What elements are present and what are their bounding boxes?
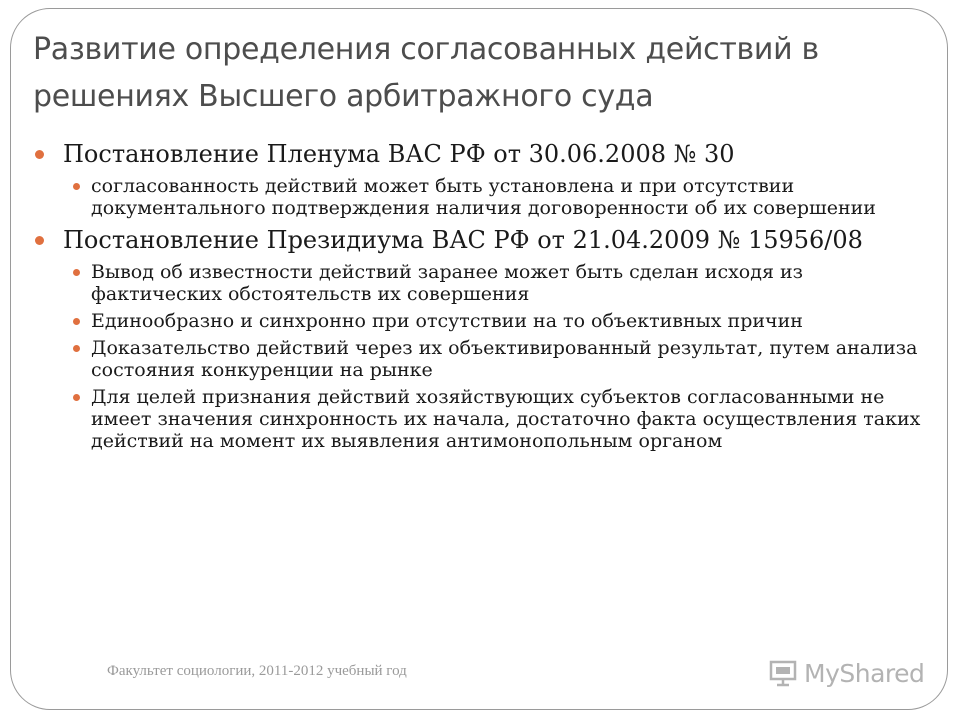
sub-list-item (63, 261, 925, 305)
slide-title: Развитие определения согласованных действий в решениях Высшего арбитражного суда (33, 32, 819, 114)
sub-list-item-text: Для целей признания действий хозяйствующих субъектов согласованными не имеет значения синхронность их начала, достаточно факта осуществления таких действий на момент их выявления антимонопольным органом (91, 386, 921, 452)
sub-list-item-text: Доказательство действий через их объективированный результат, путем анализа состояния конкуренции на рынке (91, 337, 918, 381)
bullet-icon (35, 150, 44, 159)
sub-list-item (63, 310, 925, 332)
watermark-logo (768, 653, 924, 693)
bullet-icon (73, 394, 80, 401)
list-item-text: Постановление Президиума ВАС РФ от 21.04.2009 № 15956/08 (63, 226, 863, 254)
bullet-icon (73, 318, 80, 325)
bullet-icon (73, 183, 80, 190)
slide-footer: Факультет социологии, 2011-2012 учебный год (107, 663, 407, 679)
sub-list-item (63, 386, 925, 452)
bullet-icon (73, 345, 80, 352)
sub-list-item-text: согласованность действий может быть установлена и при отсутствии документального подтверждения наличия договоренности об их совершении (91, 175, 876, 219)
list-item (35, 140, 925, 169)
sub-list-item (63, 175, 925, 219)
watermark-text: MyShared (804, 658, 925, 688)
bullet-icon (35, 236, 44, 245)
list-item-text: Постановление Пленума ВАС РФ от 30.06.2008 № 30 (63, 140, 735, 168)
presentation-board-icon (768, 658, 798, 688)
sub-list-item-text: Вывод об известности действий заранее может быть сделан исходя из фактических обстоятельств их совершения (91, 261, 803, 305)
sub-list-item-text: Единообразно и синхронно при отсутствии на то объективных причин (91, 310, 803, 332)
bullet-icon (73, 269, 80, 276)
slide-content (35, 140, 925, 457)
sub-list-item (63, 337, 925, 381)
list-item (35, 226, 925, 255)
